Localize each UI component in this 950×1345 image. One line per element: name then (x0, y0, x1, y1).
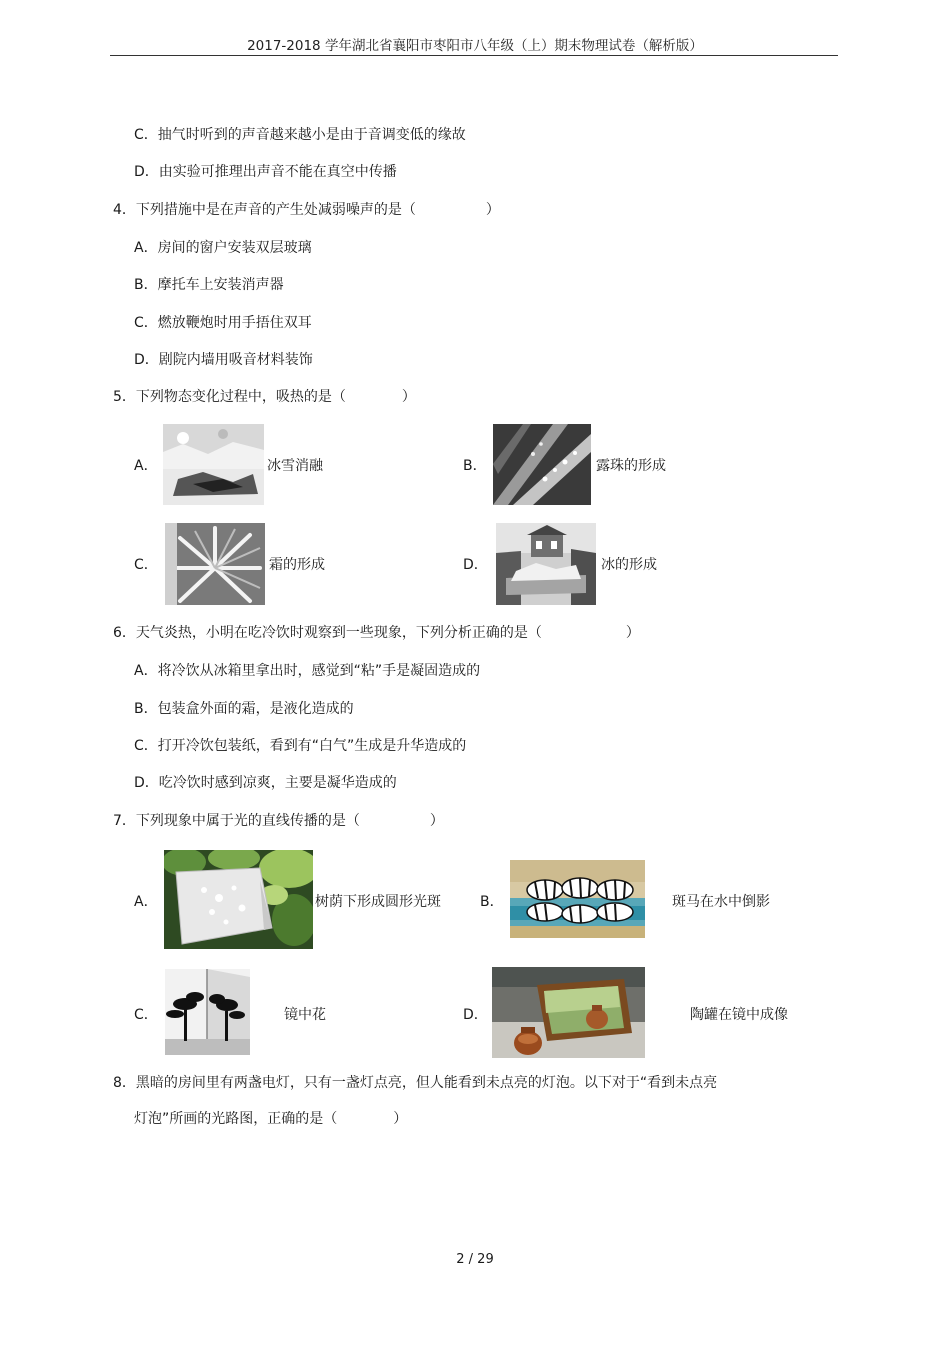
q7-option-c-letter: C． (134, 1007, 158, 1023)
q4-option-b: B．摩托车上安装消声器 (134, 277, 284, 293)
q4-option-c: C．燃放鞭炮时用手捂住双耳 (134, 315, 312, 331)
q5-option-c-label: 霜的形成 (269, 557, 325, 573)
q7-option-b-letter: B． (480, 894, 504, 910)
q5-option-d-letter: D． (463, 557, 488, 573)
flower-in-mirror-image (165, 969, 250, 1055)
q5-option-b-letter: B． (463, 458, 487, 474)
header-divider (110, 55, 838, 56)
q3-option-d: D．由实验可推理出声音不能在真空中传播 (134, 164, 397, 180)
q5-option-d-label: 冰的形成 (601, 557, 657, 573)
q6-option-c: C．打开冷饮包装纸，看到有“白气”生成是升华造成的 (134, 738, 467, 754)
snow-melting-image (163, 424, 264, 505)
page-number: 2 / 29 (456, 1252, 494, 1267)
q6-option-a: A．将冷饮从冰箱里拿出时，感觉到“粘”手是凝固造成的 (134, 663, 481, 679)
frost-image (165, 523, 265, 605)
q7-option-b-label: 斑马在水中倒影 (672, 894, 770, 910)
q6-option-b: B．包装盒外面的霜，是液化造成的 (134, 701, 354, 717)
ice-formation-image (496, 523, 596, 605)
pottery-jar-mirror-image (492, 967, 645, 1058)
q7-stem: 7．下列现象中属于光的直线传播的是（ ） (113, 813, 444, 829)
q6-option-d: D．吃冷饮时感到凉爽，主要是凝华造成的 (134, 775, 397, 791)
q5-option-b-label: 露珠的形成 (596, 458, 666, 474)
q7-option-d-label: 陶罐在镜中成像 (690, 1007, 788, 1023)
q8-stem-line-2: 灯泡”所画的光路图，正确的是（ ） (134, 1111, 408, 1127)
q5-option-a-letter: A． (134, 458, 158, 474)
q5-option-c-letter: C． (134, 557, 158, 573)
q5-stem: 5．下列物态变化过程中，吸热的是（ ） (113, 389, 416, 405)
document-header-title: 2017-2018 学年湖北省襄阳市枣阳市八年级（上）期末物理试卷（解析版） (247, 38, 703, 54)
q4-option-d: D．剧院内墙用吸音材料装饰 (134, 352, 313, 368)
q7-option-a-letter: A． (134, 894, 158, 910)
q8-stem-line-1: 8．黑暗的房间里有两盏电灯，只有一盏灯点亮，但人能看到未点亮的灯泡。以下对于“看到未点亮 (113, 1075, 718, 1091)
dew-drops-image (493, 424, 591, 505)
q7-option-c-label: 镜中花 (284, 1007, 326, 1023)
q7-option-a-label: 树荫下形成圆形光斑 (315, 894, 441, 910)
q6-stem: 6．天气炎热，小明在吃冷饮时观察到一些现象，下列分析正确的是（ ） (113, 625, 640, 641)
q4-option-a: A．房间的窗户安装双层玻璃 (134, 240, 312, 256)
q3-option-c: C．抽气时听到的声音越来越小是由于音调变低的缘故 (134, 127, 466, 143)
tree-shade-light-spots-image (164, 850, 313, 949)
q7-option-d-letter: D． (463, 1007, 488, 1023)
zebra-reflection-image (510, 860, 645, 938)
q5-option-a-label: 冰雪消融 (267, 458, 323, 474)
q4-stem: 4．下列措施中是在声音的产生处减弱噪声的是（ ） (113, 202, 500, 218)
